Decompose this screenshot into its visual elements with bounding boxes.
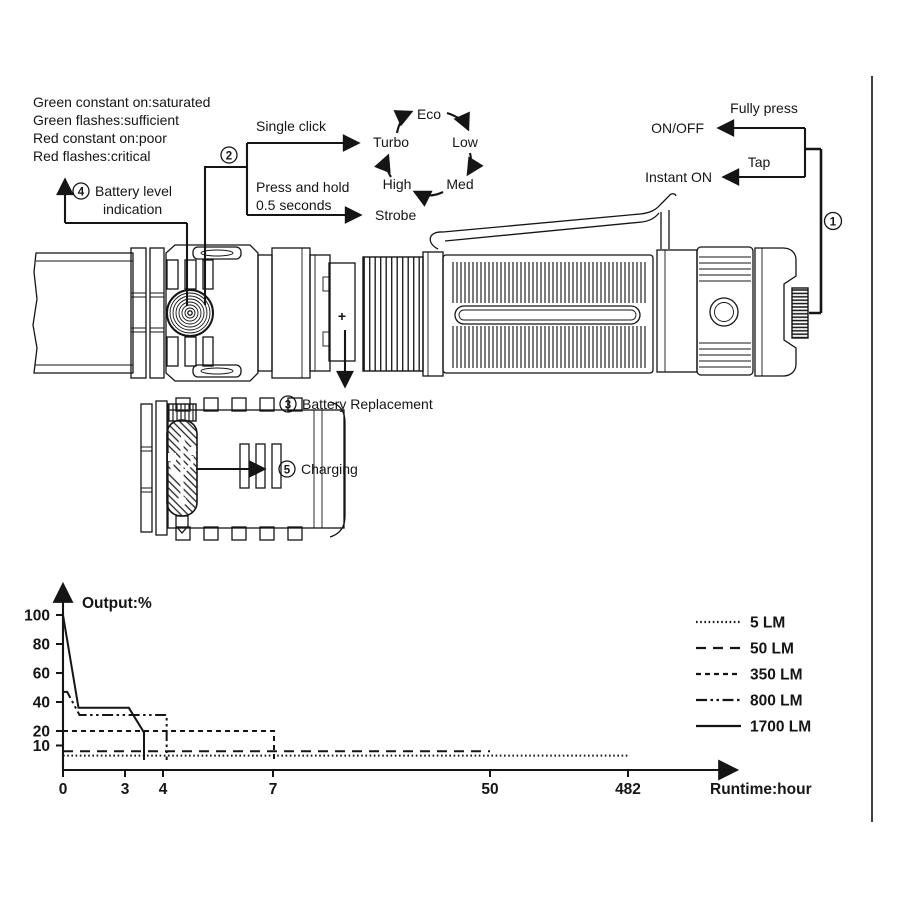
- arrow-high-to-turbo: [387, 156, 391, 177]
- battery-indicator-text: [33, 94, 210, 164]
- tail-flange-ridges-top: [699, 257, 751, 281]
- tail-switch-button[interactable]: [792, 288, 808, 338]
- legend-label-350-lm: 350 LM: [750, 666, 803, 684]
- y-tick-label: 60: [32, 665, 50, 683]
- body-knurl-upper: [450, 262, 646, 303]
- pocket-clip: [430, 194, 676, 249]
- press-hold-label-1: Press and hold: [256, 179, 350, 195]
- body-slot-inner: [459, 310, 636, 320]
- indicator-line-4: Red flashes:critical: [33, 148, 151, 164]
- flashlight-tail-drawing: [657, 247, 808, 376]
- callout-4-leader: [65, 223, 187, 306]
- thread-collar: [423, 252, 443, 376]
- callout-2-leader: [205, 143, 247, 305]
- x-tick-label: 482: [615, 781, 641, 798]
- pocket-clip-mount: [661, 210, 669, 249]
- housing-bottom-slot: [193, 365, 241, 377]
- charge-port-tab: [176, 516, 188, 533]
- indicator-line-3: Red constant on:poor: [33, 130, 167, 146]
- mode-turbo: Turbo: [372, 134, 410, 150]
- mode-cycle: [373, 106, 479, 196]
- bottomview-slats: [240, 444, 281, 488]
- tap-label: Tap: [747, 154, 771, 170]
- tail-flange: [697, 247, 753, 375]
- strobe-label: Strobe: [375, 207, 417, 223]
- runtime-chart: [24, 585, 811, 798]
- housing-top-slot: [193, 247, 241, 259]
- chart-title: Output:%: [82, 595, 152, 612]
- body-slot: [455, 306, 640, 324]
- y-tick-label: 80: [32, 636, 50, 654]
- arrow-low-to-med: [468, 153, 471, 174]
- housing-bottom-slot-inner: [201, 368, 233, 374]
- bottomview-ring-1-segments: [141, 447, 152, 492]
- series-1700-lm: [63, 615, 144, 760]
- tail-threads: [363, 257, 423, 371]
- mode-high: High: [382, 176, 412, 192]
- y-tick-group: [24, 608, 63, 756]
- callout-1-number: 1: [829, 216, 837, 229]
- x-tick-label: 4: [158, 781, 168, 798]
- mode-low: Low: [452, 134, 478, 150]
- instant-on-label: Instant ON: [645, 169, 712, 185]
- pocket-clip-inner: [445, 213, 659, 241]
- mode-med: Med: [446, 176, 474, 192]
- bottomview-bottom-teeth: [176, 527, 302, 540]
- housing-upper-slats: [167, 260, 213, 289]
- arrow-eco-to-low: [447, 113, 468, 129]
- tail-flange-ridges-bottom: [699, 343, 751, 367]
- head-ring-2-segments: [150, 293, 164, 332]
- callout-4-number: 4: [77, 186, 85, 199]
- x-tick-label: 3: [120, 781, 130, 798]
- legend-label-50-lm: 50 LM: [750, 640, 794, 658]
- callout-5-number: 5: [283, 464, 291, 477]
- single-click-label: Single click: [256, 118, 327, 134]
- head-bezel-tube: [33, 253, 133, 373]
- x-tick-label: 0: [58, 781, 68, 798]
- arrow-turbo-to-eco: [397, 112, 411, 133]
- fully-press-label: Fully press: [730, 100, 798, 116]
- bottomview-ring-2: [156, 401, 167, 535]
- legend-label-800-lm: 800 LM: [750, 692, 803, 710]
- legend-label-1700-lm: 1700 LM: [750, 718, 812, 736]
- tail-connector: [657, 250, 697, 372]
- head-ring-2: [150, 248, 164, 378]
- x-tick-label: 7: [268, 781, 278, 798]
- chart-series-group: [63, 615, 628, 760]
- on-off-label: ON/OFF: [651, 120, 704, 136]
- side-switch-button[interactable]: [167, 290, 213, 336]
- charging-label: Charging: [301, 461, 358, 477]
- callout-2-number: 2: [225, 150, 233, 163]
- arrow-med-to-high: [415, 192, 443, 196]
- battery-contact-top: [323, 277, 329, 291]
- indicator-line-2: Green flashes:sufficient: [33, 112, 180, 128]
- body-knurl-lower: [450, 326, 646, 368]
- flashlight-head-drawing: [33, 245, 330, 381]
- x-axis-label: Runtime:hour: [710, 781, 812, 798]
- head-end-ring: [310, 255, 330, 371]
- chart-legend: [696, 615, 811, 736]
- x-tick-label: 50: [481, 781, 499, 798]
- x-tick-group: [59, 770, 641, 798]
- y-tick-label: 10: [32, 738, 50, 755]
- bottomview-ring-1: [141, 404, 152, 532]
- callout-4-label-2: indication: [103, 201, 163, 217]
- y-tick-label: 40: [32, 694, 50, 712]
- battery-contact-bottom: [323, 332, 329, 346]
- indicator-line-1: Green constant on:saturated: [33, 94, 211, 110]
- housing-lower-slats: [167, 337, 213, 366]
- charge-port-cap: [168, 404, 196, 421]
- tail-lanyard-hole-inner: [715, 303, 734, 322]
- head-wide-ring: [272, 248, 310, 378]
- callout-5: [196, 461, 358, 477]
- press-hold-label-2: 0.5 seconds: [256, 197, 332, 213]
- head-tube-lines: [35, 261, 133, 365]
- battery-replacement-label: Battery Replacement: [302, 396, 433, 412]
- head-neck-band: [258, 255, 272, 371]
- y-tick-label: 20: [32, 723, 50, 741]
- mode-eco: Eco: [416, 106, 442, 122]
- callout-3-number: 3: [284, 399, 292, 412]
- legend-label-5-lm: 5 LM: [750, 614, 786, 632]
- battery-polarity-mark: +: [337, 308, 347, 324]
- y-tick-label: 100: [24, 607, 50, 625]
- tailcap-cup: [755, 248, 796, 376]
- callout-4-label-1: Battery level: [95, 183, 173, 199]
- callout-4: [65, 180, 187, 306]
